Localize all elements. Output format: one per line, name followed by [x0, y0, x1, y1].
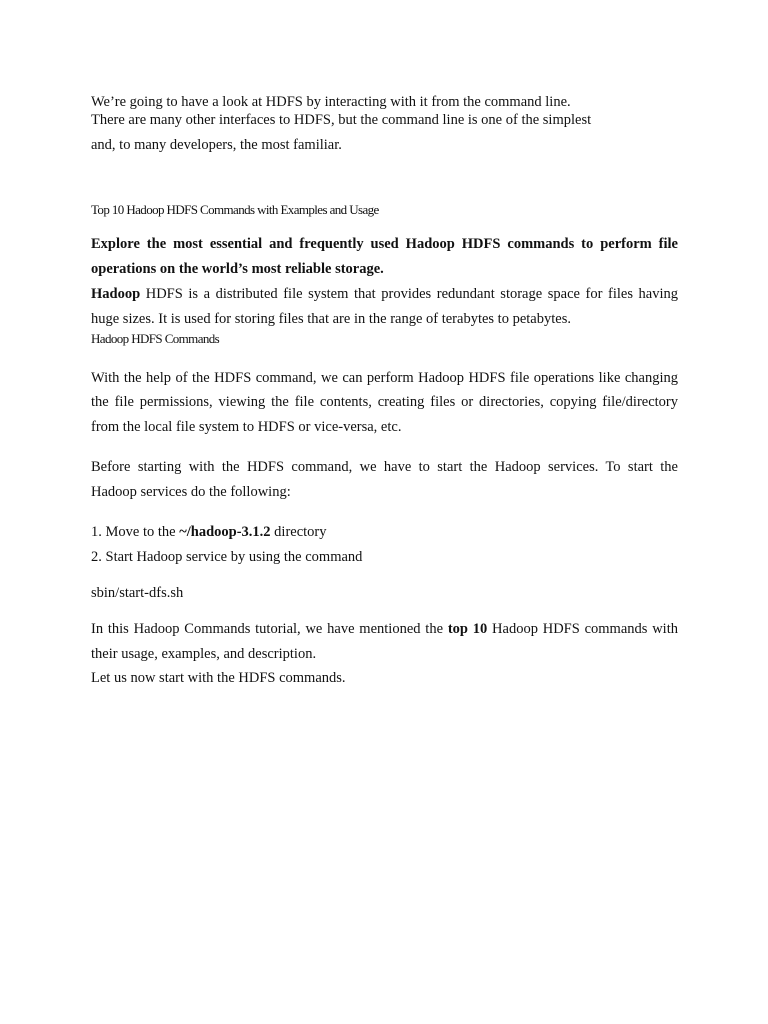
tutorial-line-3: Let us now start with the HDFS commands. — [91, 670, 346, 686]
help-line-2: the file permissions, viewing the file contents, creating files or directories, copying file/directory — [91, 394, 678, 410]
tutorial-line-1-suffix: Hadoop HDFS commands with — [487, 621, 678, 637]
step-2: 2. Start Hadoop service by using the command — [91, 549, 363, 565]
hadoop-bold-word: Hadoop — [91, 286, 141, 302]
hadoop-line-1-rest: HDFS is a distributed file system that provides redundant storage space for files having — [140, 286, 678, 302]
intro-line-1: We’re going to have a look at HDFS by interacting with it from the command line. — [91, 94, 571, 110]
step-1-suffix: directory — [270, 524, 327, 540]
step-1-directory: ~/hadoop-3.1.2 — [179, 524, 271, 540]
help-line-3: from the local file system to HDFS or vice-versa, etc. — [91, 419, 402, 435]
hadoop-line-1 — [91, 285, 678, 303]
tutorial-line-2: their usage, examples, and description. — [91, 646, 317, 662]
command-text: sbin/start-dfs.sh — [91, 585, 184, 601]
tutorial-top-10: top 10 — [447, 621, 488, 637]
start-line-1: Before starting with the HDFS command, we have to start the Hadoop services. To start the — [91, 459, 678, 475]
step-1 — [91, 523, 327, 541]
lead-line-2: operations on the world’s most reliable storage. — [91, 261, 384, 277]
tutorial-line-1-prefix: In this Hadoop Commands tutorial, we have mentioned the — [91, 621, 448, 637]
sub-heading: Hadoop HDFS Commands — [91, 331, 220, 346]
intro-line-2: There are many other interfaces to HDFS, but the command line is one of the simplest — [91, 112, 592, 128]
hadoop-line-2: huge sizes. It is used for storing files that are in the range of terabytes to petabytes. — [91, 311, 571, 327]
lead-line-1: Explore the most essential and frequently used Hadoop HDFS commands to perform file — [91, 236, 678, 252]
tutorial-line-1 — [91, 620, 678, 638]
step-1-prefix: 1. Move to the — [91, 524, 180, 540]
intro-line-3: and, to many developers, the most familiar. — [91, 137, 342, 153]
section-title: Top 10 Hadoop HDFS Commands with Examples and Usage — [91, 202, 379, 217]
help-line-1: With the help of the HDFS command, we can perform Hadoop HDFS file operations like changing — [91, 370, 678, 386]
start-line-2: Hadoop services do the following: — [91, 484, 291, 500]
